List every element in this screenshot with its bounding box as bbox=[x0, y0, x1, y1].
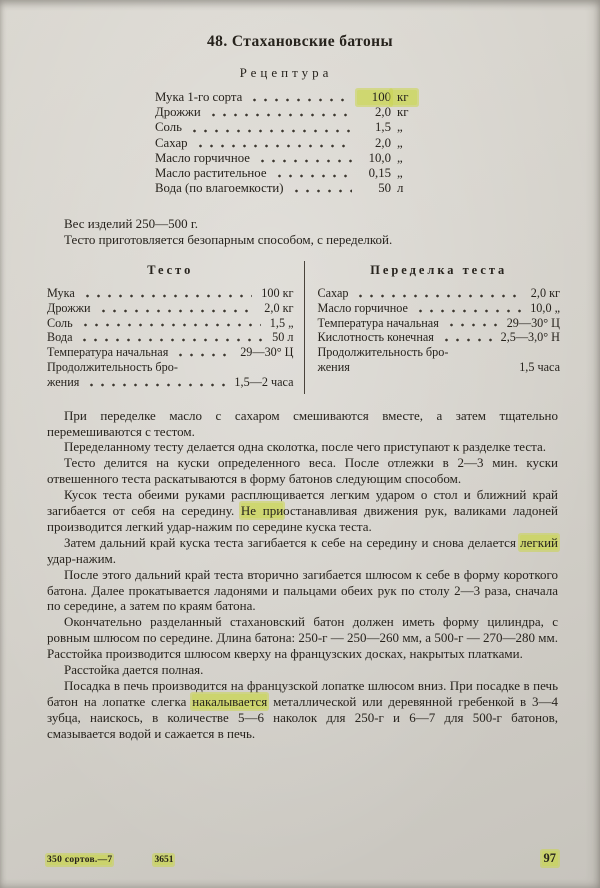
paragraph bbox=[47, 439, 558, 455]
text-run: Окончательно разделанный стахановский батон должен иметь форму цилиндра, с ровным шлюсом по середине. Длина батона: 250-г — 250—260 мм, а 500-г — 270—280 мм. Расстойка производится шлюсом кверху на французских досках, накрытых платками. bbox=[47, 614, 558, 662]
paragraph bbox=[47, 408, 558, 440]
row-label: Соль bbox=[47, 315, 73, 330]
row-label: Температура начальная bbox=[47, 345, 169, 360]
row-value: 29—30° Ц bbox=[506, 315, 560, 330]
text-run: останавливая движения рук, валиками ладоней производится легкий удар-нажим по середине куска теста. bbox=[47, 503, 559, 534]
dot-leader bbox=[175, 353, 231, 357]
table-body bbox=[318, 286, 561, 375]
paragraph bbox=[47, 662, 558, 678]
table-dough bbox=[47, 261, 304, 393]
dot-leader bbox=[195, 144, 352, 148]
text-run: Кусок теста обеими руками расплющивается легким ударом о стол и ближний край загибается от себя на середину. bbox=[47, 487, 558, 519]
footer-imprint: 350 сортов.—7 bbox=[47, 855, 113, 865]
table-row bbox=[318, 330, 561, 345]
row-value: 100 кг bbox=[261, 286, 294, 301]
ingredient-name: Соль bbox=[155, 120, 182, 135]
row-label: Масло горчичное bbox=[317, 300, 408, 315]
ingredient-name: Масло растительное bbox=[155, 166, 267, 181]
table-row bbox=[47, 360, 294, 375]
row-label: Кислотность конечная bbox=[317, 330, 434, 345]
ingredient-unit: „ bbox=[397, 120, 403, 135]
table-row bbox=[47, 316, 294, 331]
text-run: Посадка в печь производится на французской лопатке шлюсом вниз. При посадке в печь батон на лопатке слегка bbox=[47, 678, 558, 709]
dot-leader bbox=[274, 174, 353, 178]
row-value: 1,5 „ bbox=[269, 315, 294, 330]
table-body bbox=[47, 286, 294, 390]
dot-leader bbox=[441, 338, 492, 342]
row-label: Дрожжи bbox=[47, 300, 91, 315]
ingredient-unit: „ bbox=[397, 166, 403, 181]
ingredient-name: Мука 1-го сорта bbox=[155, 90, 243, 104]
recipe-list bbox=[155, 90, 417, 196]
row-value: 2,5—3,0° Н bbox=[500, 330, 560, 345]
ingredient-unit: „ bbox=[397, 150, 403, 165]
paragraph bbox=[47, 567, 558, 615]
dot-leader bbox=[291, 189, 352, 193]
paragraph bbox=[47, 455, 558, 487]
row-label: Температура начальная bbox=[317, 315, 439, 330]
dot-leader bbox=[80, 323, 261, 327]
text-run: Переделанному тесту делается одна сколотка, после чего приступают к разделке теста. bbox=[64, 439, 546, 455]
paragraph bbox=[47, 678, 558, 742]
table-row bbox=[318, 316, 561, 331]
ingredient-unit: кг bbox=[391, 90, 417, 105]
text-run: Тесто делится на куски определенного веса. После отлежки в 2—3 мин. куски отвешенного теста раскатываются в форму батонов следующим способом. bbox=[47, 455, 558, 487]
page-number: 97 bbox=[543, 851, 556, 865]
row-value: 2,0 кг bbox=[264, 300, 294, 315]
row-label: жения bbox=[47, 374, 80, 389]
highlighted-text: накалывается bbox=[192, 693, 268, 709]
dot-leader bbox=[257, 159, 352, 163]
text-run: После этого дальний край теста вторично загибается шлюсом к себе в форму короткого батона. Далее прокатывается ладонями и пальцами обеих рук по столу 2—3 раза, сначала по середине, а затем по краям батона. bbox=[47, 566, 558, 614]
row-label: Мука bbox=[47, 286, 75, 301]
ingredient-amount: 0,15 bbox=[368, 166, 391, 181]
text-run: металлической или деревянной гребенкой в 3—4 зубца, наискось, в количестве 5—6 наколок для 250-г и 6—7 для 500-г батонов, смазывается водой и сажается в печь. bbox=[47, 693, 558, 741]
table-remix bbox=[304, 261, 561, 393]
highlighted-text: Не при bbox=[240, 503, 284, 519]
dot-leader bbox=[189, 129, 352, 133]
row-value: 2,0 кг bbox=[530, 286, 560, 301]
paragraph bbox=[47, 614, 558, 662]
text-run: удар-нажим. bbox=[47, 550, 117, 566]
ingredient-unit: л bbox=[397, 181, 404, 196]
row-value: 1,5—2 часа bbox=[234, 374, 294, 389]
row-label: Вода bbox=[47, 330, 73, 345]
ingredient-name: Вода (по влагоемкости) bbox=[155, 181, 284, 196]
recipe-item bbox=[155, 181, 417, 196]
recipe-item bbox=[155, 90, 417, 105]
row-label: Продолжительность бро- bbox=[47, 360, 178, 375]
row-value: 29—30° Ц bbox=[240, 345, 294, 360]
dough-tables bbox=[47, 261, 560, 393]
ingredient-amount: 1,5 bbox=[375, 120, 391, 135]
text-run: Затем дальний край куска теста загибается к себе на середину и снова делается bbox=[64, 534, 521, 550]
ingredient-unit: кг bbox=[397, 105, 409, 120]
ingredient-amount: 50 bbox=[378, 181, 391, 196]
row-label: Продолжительность бро- bbox=[317, 345, 449, 360]
row-value: 50 л bbox=[272, 330, 294, 345]
table-row bbox=[318, 301, 561, 316]
ingredient-amount: 2,0 bbox=[375, 135, 391, 150]
page-title: 48. Стахановские батоны bbox=[207, 33, 393, 50]
table-heading: Переделка теста bbox=[370, 263, 508, 278]
table-row bbox=[318, 286, 561, 301]
dot-leader bbox=[79, 338, 263, 342]
table-row bbox=[47, 330, 294, 345]
table-row bbox=[47, 345, 294, 360]
dot-leader bbox=[249, 98, 352, 102]
text-run: Расстойка дается полная. bbox=[64, 662, 204, 678]
dot-leader bbox=[98, 309, 256, 313]
dot-leader bbox=[355, 294, 521, 298]
highlighted-text: легкий bbox=[520, 534, 558, 550]
row-value: 1,5 часа bbox=[519, 360, 560, 375]
ingredient-name: Дрожжи bbox=[155, 105, 201, 120]
recipe-item bbox=[155, 166, 417, 181]
ingredient-name: Сахар bbox=[155, 135, 188, 150]
table-row bbox=[318, 345, 561, 360]
dot-leader bbox=[208, 113, 352, 117]
recipe-item bbox=[155, 120, 417, 135]
ingredient-amount: 2,0 bbox=[375, 105, 391, 120]
paragraph: Вес изделий 250—500 г. bbox=[64, 216, 199, 232]
dot-leader bbox=[82, 294, 252, 298]
ingredient-unit: „ bbox=[397, 135, 403, 150]
dot-leader bbox=[446, 323, 498, 327]
row-value: 10,0 „ bbox=[530, 300, 560, 315]
paragraph bbox=[47, 535, 558, 567]
recipe-item bbox=[155, 136, 417, 151]
table-row bbox=[47, 286, 294, 301]
row-label: жения bbox=[317, 360, 350, 375]
footer-code: 3651 bbox=[154, 855, 174, 865]
ingredient-amount: 10,0 bbox=[368, 150, 391, 165]
paragraph bbox=[47, 487, 558, 535]
ingredient-name: Масло горчичное bbox=[155, 150, 250, 165]
recipe-heading: Рецептура bbox=[239, 65, 333, 80]
dot-leader bbox=[86, 383, 225, 387]
recipe-block bbox=[155, 65, 417, 196]
ingredient-amount: 100 bbox=[357, 90, 391, 105]
recipe-item bbox=[155, 105, 417, 120]
paragraph: Тесто приготовляется безопарным способом, с переделкой. bbox=[64, 232, 393, 248]
recipe-item bbox=[155, 151, 417, 166]
intro-paragraphs bbox=[47, 216, 558, 248]
row-label: Сахар bbox=[317, 286, 349, 301]
body-paragraphs bbox=[47, 408, 558, 742]
dot-leader bbox=[415, 309, 521, 313]
table-row bbox=[47, 375, 294, 390]
text-run: При переделке масло с сахаром смешиваются вместе, а затем тщательно перемешиваются с тестом. bbox=[47, 407, 558, 439]
table-row bbox=[318, 360, 561, 375]
page-footer bbox=[47, 851, 558, 866]
table-row bbox=[47, 301, 294, 316]
table-heading: Тесто bbox=[147, 263, 194, 278]
